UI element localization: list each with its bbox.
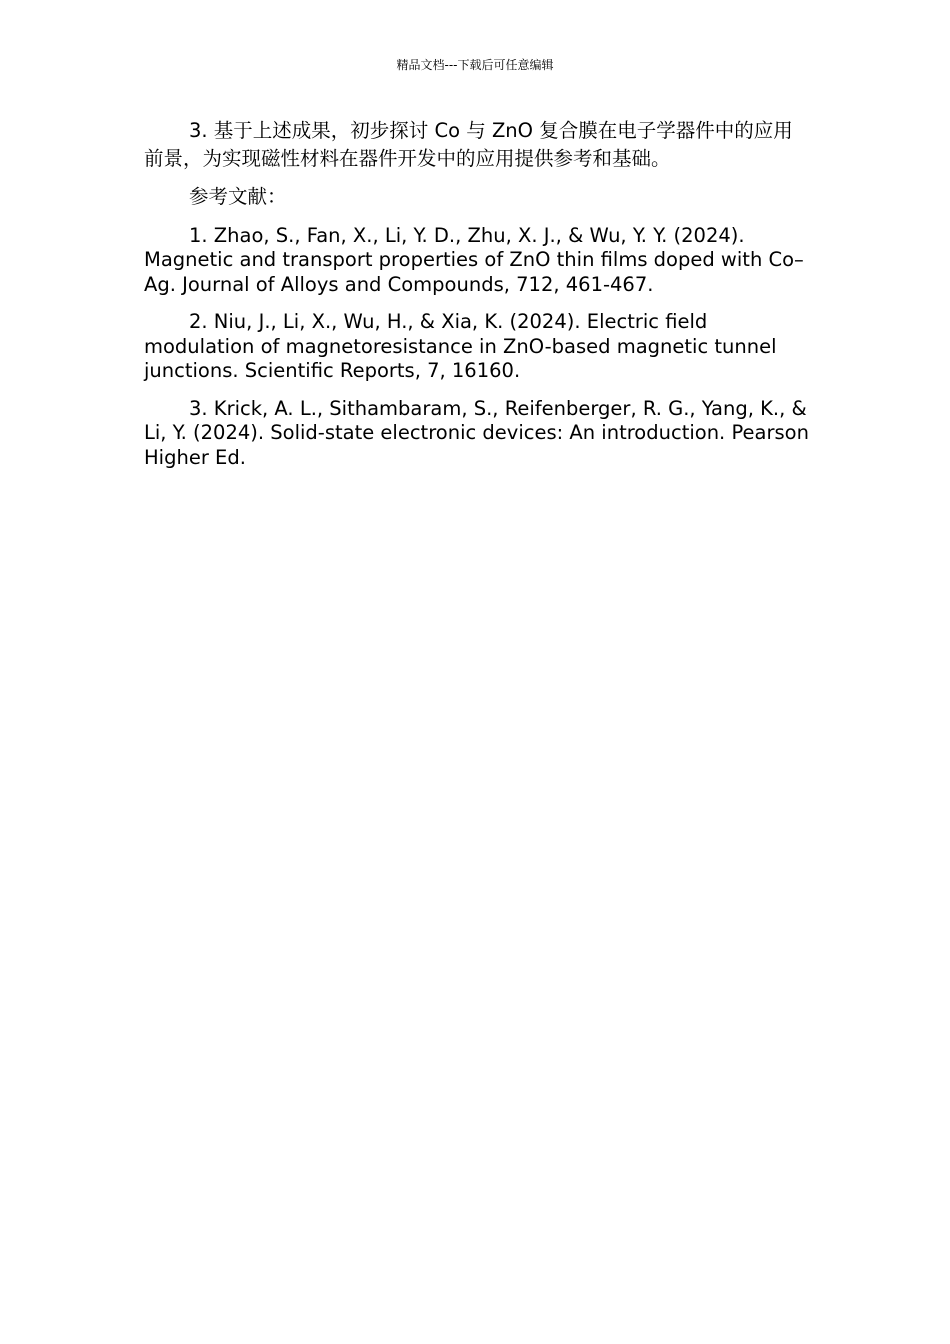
page-header: 精品文档---下载后可任意编辑 xyxy=(396,58,554,72)
reference-item: 3. Krick, A. L., Sithambaram, S., Reifenberger, R. G., Yang, K., & Li, Y. (2024). Solid-state electronic devices: An introduction. Pearson Higher Ed. xyxy=(144,396,809,469)
reference-item: 2. Niu, J., Li, X., Wu, H., & Xia, K. (2024). Electric field modulation of magnetoresistance in ZnO-based magnetic tunnel junctions. Scientific Reports, 7, 16160. xyxy=(144,310,777,382)
document-body xyxy=(144,117,809,483)
references-heading: 参考文献： xyxy=(189,185,287,208)
intro-paragraph: 3. 基于上述成果，初步探讨 Co 与 ZnO 复合膜在电子学器件中的应用前景，为实现磁性材料在器件开发中的应用提供参考和基础。 xyxy=(144,119,793,170)
reference-item: 1. Zhao, S., Fan, X., Li, Y. D., Zhu, X. J., & Wu, Y. Y. (2024). Magnetic and transport properties of ZnO thin films doped with Co–Ag. Journal of Alloys and Compounds, 712, 461-467. xyxy=(144,223,804,296)
